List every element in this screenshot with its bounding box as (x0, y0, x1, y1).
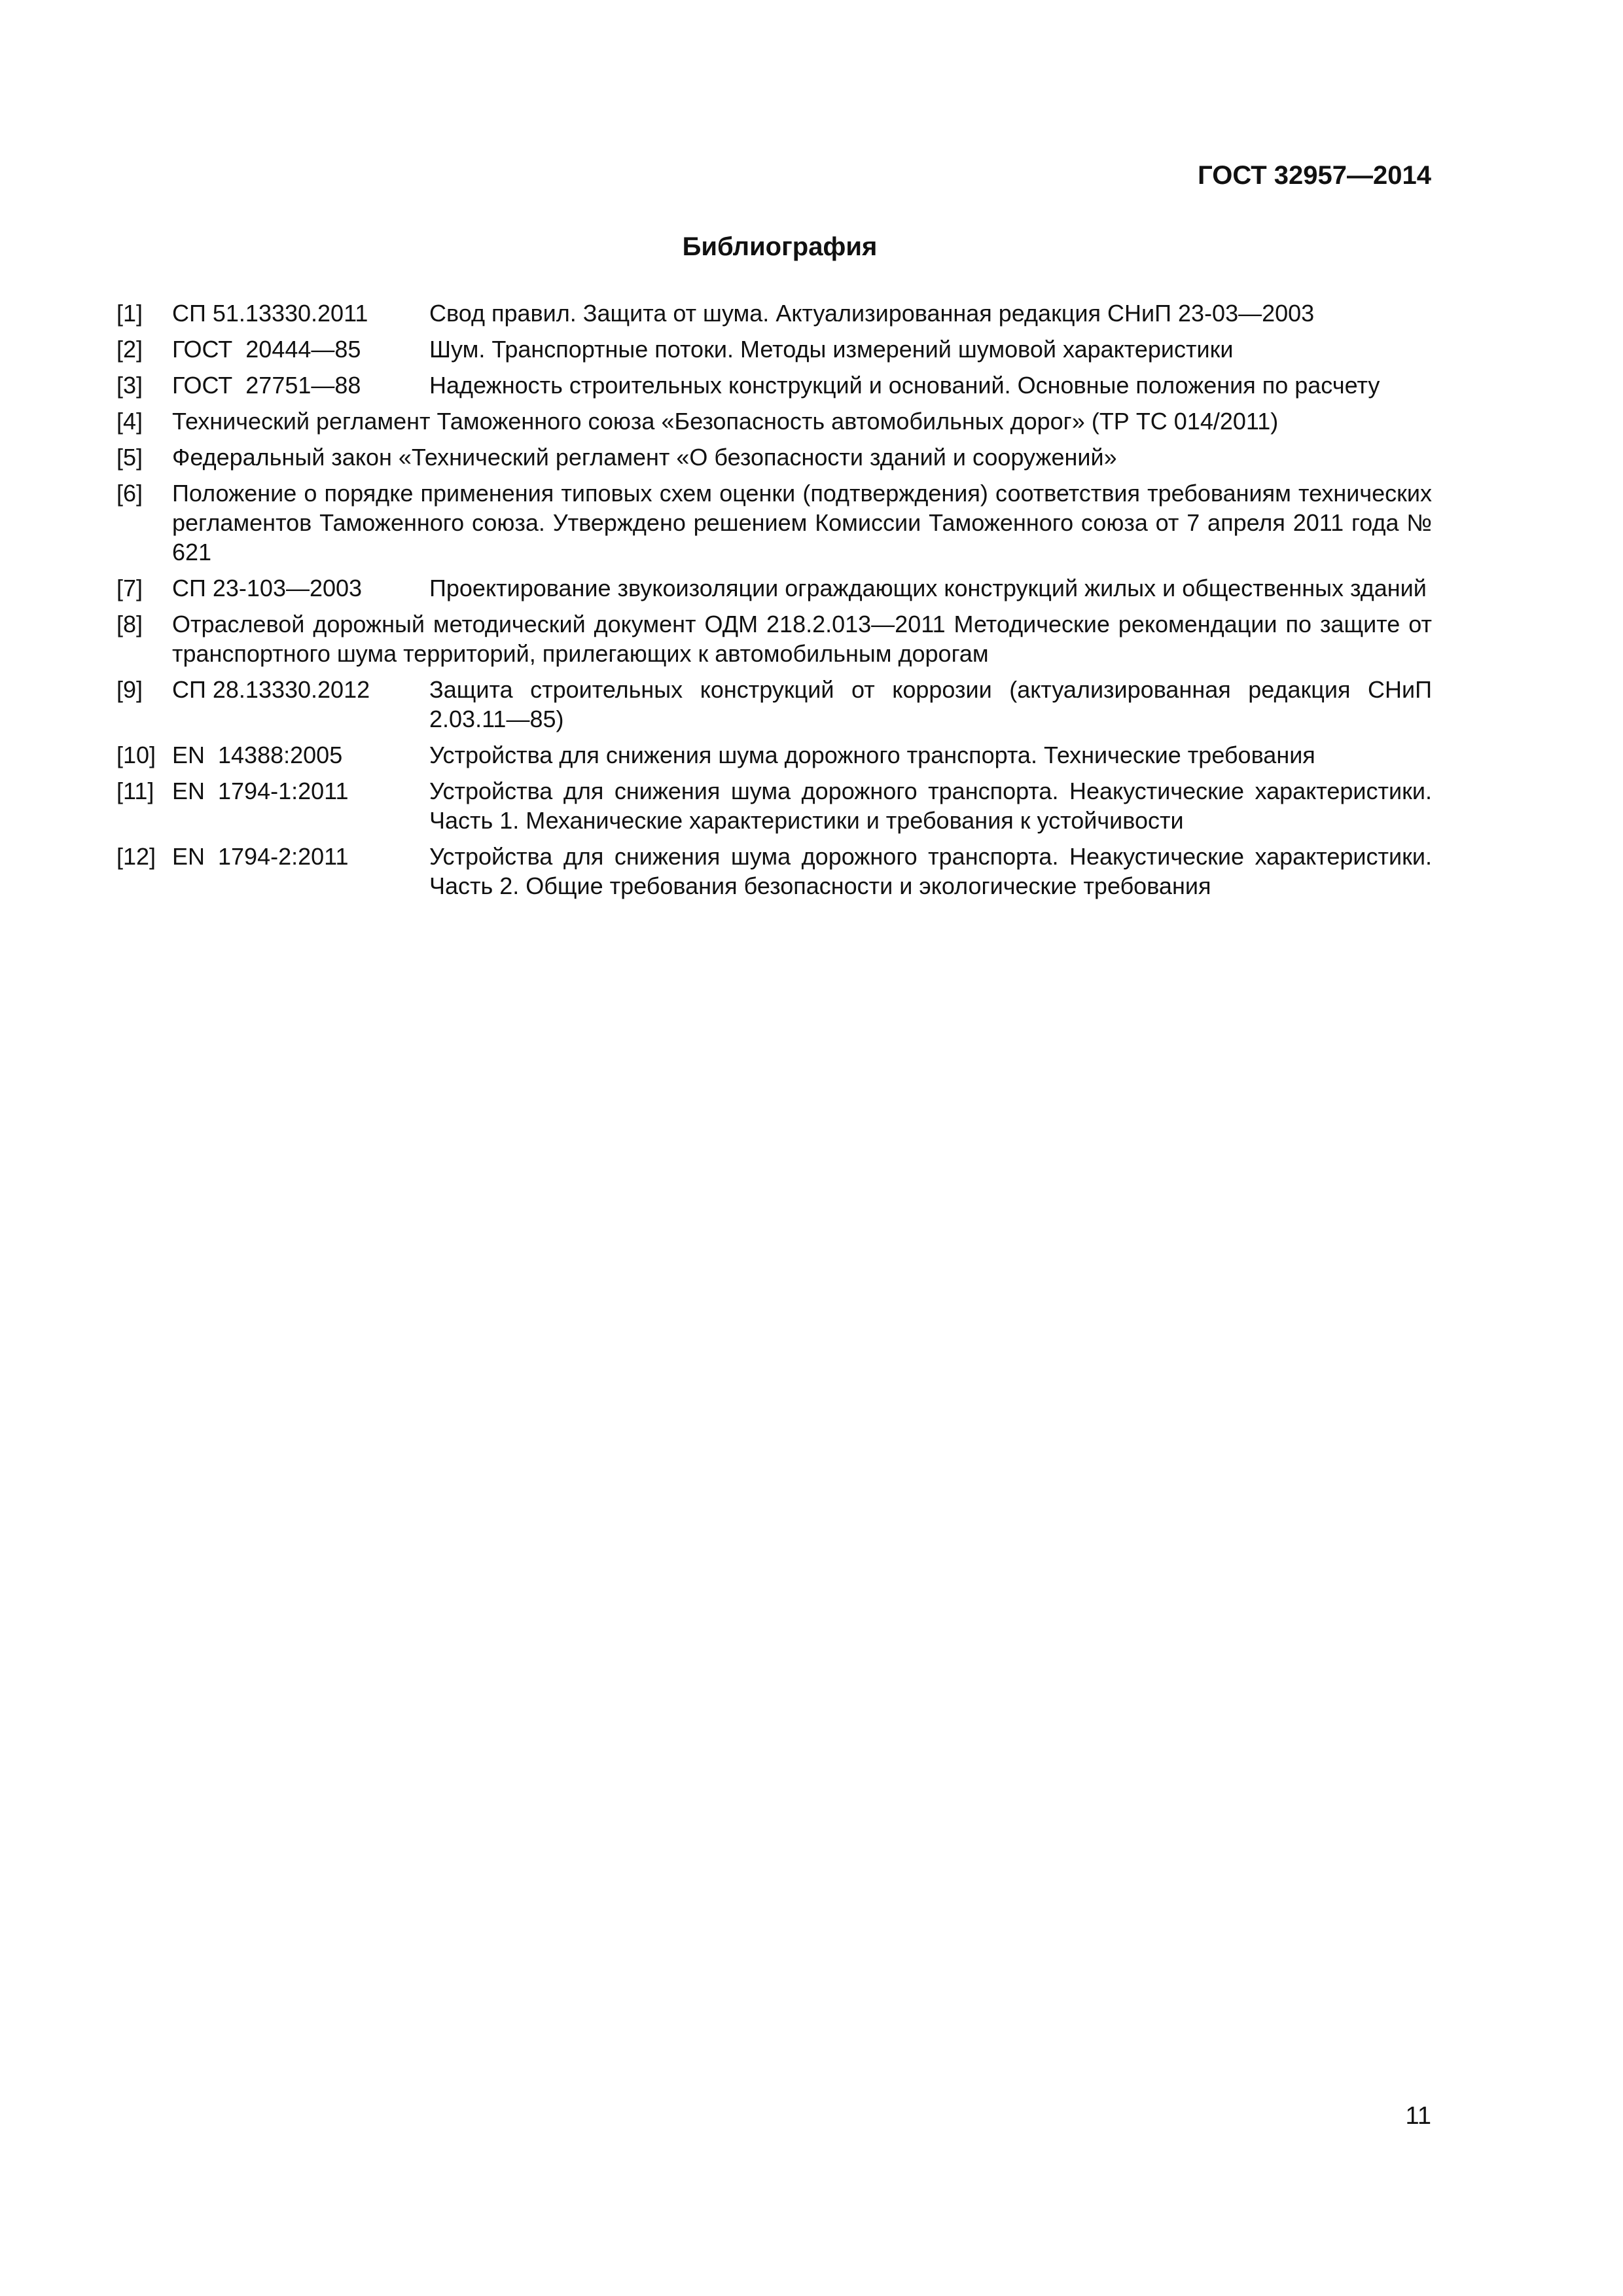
entry-code: СП 28.13330.2012 (172, 676, 370, 703)
entry-code: ГОСТ 20444—85 (172, 336, 361, 363)
entry-number: [11] (116, 778, 154, 804)
entry-text: Отраслевой дорожный методический документ ОДМ 218.2.013—2011 Методические рекомендации по защите от транспортного шума территорий, прилегающих к автомобильным дорогам (172, 611, 1432, 667)
entry-number: [8] (116, 611, 143, 637)
entry-number: [12] (116, 843, 156, 870)
entry-number: [9] (116, 676, 143, 703)
entry-code: СП 51.13330.2011 (172, 300, 368, 327)
entry-description: Свод правил. Защита от шума. Актуализированная редакция СНиП 23-03—2003 (429, 300, 1315, 327)
bibliography-entry (116, 370, 1432, 400)
entry-code: EN 14388:2005 (172, 742, 343, 768)
entry-text: Технический регламент Таможенного союза «Безопасность автомобильных дорог» (ТР ТС 014/2011) (172, 408, 1279, 435)
entry-text: Федеральный закон «Технический регламент «О безопасности зданий и сооружений» (172, 444, 1117, 471)
entry-code: EN 1794-1:2011 (172, 778, 349, 804)
entry-description: Устройства для снижения шума дорожного транспорта. Технические требования (429, 742, 1315, 768)
page-number: 11 (1405, 2102, 1431, 2130)
entry-description: Шум. Транспортные потоки. Методы измерений шумовой характеристики (429, 336, 1234, 363)
entry-number: [5] (116, 444, 143, 471)
entry-description: Надежность строительных конструкций и оснований. Основные положения по расчету (429, 372, 1380, 399)
entry-number: [3] (116, 372, 143, 399)
entry-description: Защита строительных конструкций от коррозии (актуализированная редакция СНиП 2.03.11—85) (429, 676, 1432, 732)
entry-description: Проектирование звукоизоляции ограждающих конструкций жилых и общественных зданий (429, 575, 1427, 601)
bibliography-list (116, 298, 1432, 907)
bibliography-entry (116, 776, 1432, 835)
entry-description: Устройства для снижения шума дорожного транспорта. Неакустические характеристики. Часть 1. Механические характеристики и требования к устойчивости (429, 778, 1432, 834)
bibliography-entry (116, 842, 1432, 901)
bibliography-entry (116, 573, 1432, 603)
entry-number: [7] (116, 575, 143, 601)
entry-number: [1] (116, 300, 143, 327)
section-title: Библиография (682, 232, 878, 261)
entry-code: EN 1794-2:2011 (172, 843, 349, 870)
bibliography-entry (116, 609, 1432, 668)
bibliography-entry (116, 675, 1432, 734)
bibliography-entry (116, 478, 1432, 567)
document-code: ГОСТ 32957—2014 (1198, 161, 1431, 190)
entry-code: СП 23-103—2003 (172, 575, 363, 601)
entry-number: [2] (116, 336, 143, 363)
entry-code: ГОСТ 27751—88 (172, 372, 361, 399)
bibliography-entry (116, 334, 1432, 364)
bibliography-entry (116, 740, 1432, 770)
entry-description: Устройства для снижения шума дорожного транспорта. Неакустические характеристики. Часть 2. Общие требования безопасности и экологические требования (429, 843, 1432, 899)
entry-number: [4] (116, 408, 143, 435)
bibliography-entry (116, 406, 1432, 436)
entry-text: Положение о порядке применения типовых схем оценки (подтверждения) соответствия требованиям технических регламентов Таможенного союза. Утверждено решением Комиссии Таможенного союза от 7 апреля 2011 года № 621 (172, 480, 1432, 565)
bibliography-entry (116, 442, 1432, 472)
entry-number: [6] (116, 480, 143, 507)
bibliography-entry (116, 298, 1432, 328)
entry-number: [10] (116, 742, 156, 768)
